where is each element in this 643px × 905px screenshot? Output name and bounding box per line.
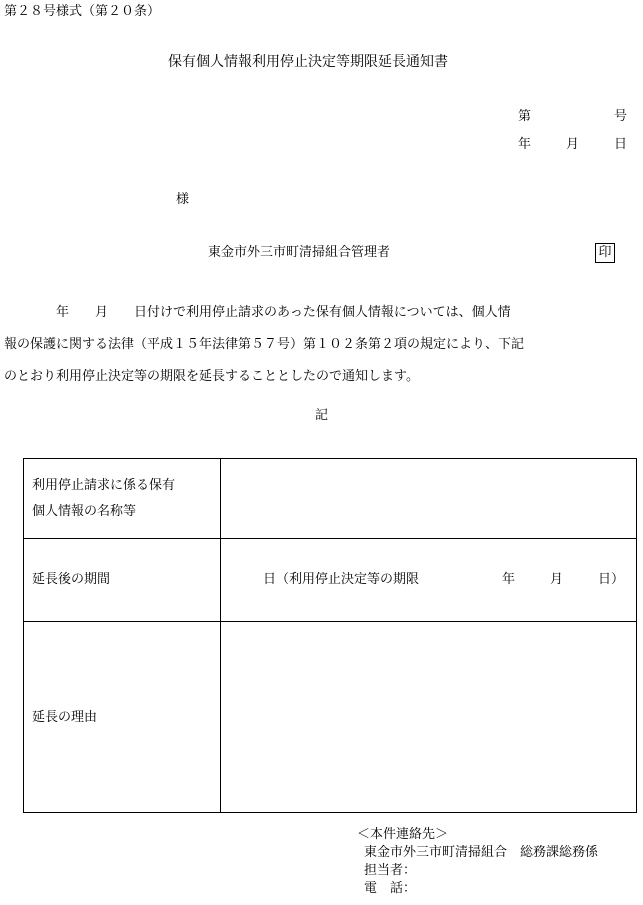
contact-header: ＜本件連絡先＞ <box>357 827 449 842</box>
form-number: 第２８号様式（第２０条） <box>4 4 161 19</box>
page-title: 保有個人情報利用停止決定等期限延長通知書 <box>168 54 448 70</box>
row1-label-line1: 利用停止請求に係る保有 <box>32 478 176 493</box>
contact-phone: 電 話： <box>364 881 417 896</box>
table-column-divider <box>220 459 221 812</box>
row3-label: 延長の理由 <box>32 710 98 725</box>
contact-org: 東金市外三市町清掃組合 総務課総務係 <box>364 845 599 860</box>
row2-day: 日） <box>598 572 625 587</box>
doc-number-prefix: 第 <box>518 109 532 124</box>
extension-table <box>23 458 637 813</box>
seal-stamp: 印 <box>595 243 615 263</box>
ki-heading: 記 <box>315 408 329 423</box>
date-day: 日 <box>614 137 628 152</box>
table-row-divider <box>24 621 636 622</box>
contact-person: 担当者： <box>364 863 417 878</box>
table-row-divider <box>24 538 636 539</box>
row2-month: 月 <box>550 572 564 587</box>
date-year: 年 <box>518 137 532 152</box>
doc-number-suffix: 号 <box>614 109 628 124</box>
row2-year: 年 <box>502 572 516 587</box>
addressee-suffix: 様 <box>176 192 190 207</box>
body-line: のとおり利用停止決定等の期限を延長することとしたので通知します。 <box>4 369 419 384</box>
notice-body <box>4 297 640 393</box>
date-month: 月 <box>566 137 580 152</box>
row2-label: 延長後の期間 <box>32 572 111 587</box>
row2-value-text: 日（利用停止決定等の期限 <box>263 572 420 587</box>
body-line: 報の保護に関する法律（平成１５年法律第５７号）第１０２条第２項の規定により、下記 <box>4 337 525 352</box>
sender-name: 東金市外三市町清掃組合管理者 <box>208 245 391 260</box>
body-line: 年 月 日付けで利用停止請求のあった保有個人情報については、個人情 <box>4 305 511 320</box>
row1-label-line2: 個人情報の名称等 <box>32 504 137 519</box>
